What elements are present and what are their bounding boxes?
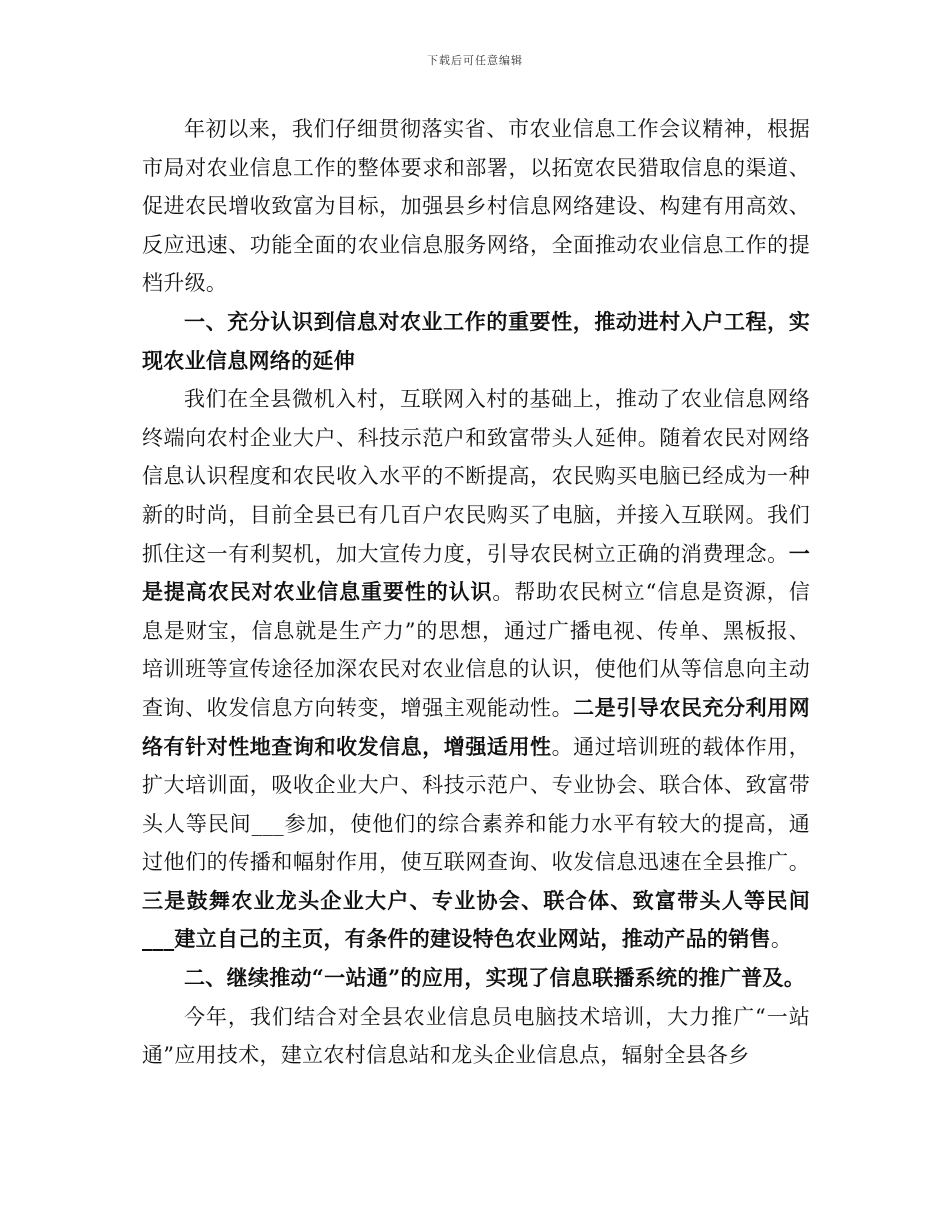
section-1-point-3: 三是鼓舞农业龙头企业大户、专业协会、联合体、致富带头人等民间___建立自己的主页，有条件的建设特色农业网站，推动产品的销售 — [142, 887, 810, 952]
section-1-text-c: 。帮助农民树立“信息是资源，信息是财宝，信息就是生产力”的思想，通过广播电视、传单、黑板报、培训班等宣传途径加深农民对农业信息的认识，使他们从等信息向主动查询、收发信息方向转变，增强主观能动性。 — [142, 580, 810, 720]
section-2-heading: 二、继续推动“一站通”的应用，实现了信息联播系统的推广普及。 — [184, 965, 806, 991]
section-1-point-1: 一是提高农民对农业信息重要性的认识 — [142, 540, 810, 605]
section-1-text-g: 。 — [770, 927, 793, 952]
section-1-heading: 一、充分认识到信息对农业工作的重要性，推动进村入户工程，实现农业信息网络的延伸 — [142, 308, 810, 373]
section-2-paragraph: 今年，我们结合对全县农业信息员电脑技术培训，大力推广“一站通”应用技术，建立农村信息站和龙头企业信息点，辐射全县各乡 — [142, 1004, 810, 1068]
page-header-note: 下载后可任意编辑 — [427, 54, 523, 67]
section-1-paragraph — [142, 380, 810, 959]
section-1-point-2: 二是引导农民充分利用网络有针对性地查询和收发信息，增强适用性 — [142, 694, 810, 759]
section-1-text-e: 。通过培训班的载体作用，扩大培训面，吸收企业大户、科技示范户、专业协会、联合体、致富带头人等民间___参加，使他们的综合素养和能力水平有较大的提高，通过他们的传播和幅射作用，使互联网查询、收发信息迅速在全县推广。 — [142, 734, 810, 875]
document-body — [142, 110, 810, 1075]
intro-paragraph: 年初以来，我们仔细贯彻落实省、市农业信息工作会议精神，根据市局对农业信息工作的整体要求和部署，以拓宽农民猎取信息的渠道、促进农民增收致富为目标，加强县乡村信息网络建设、构建有用高效、反应迅速、功能全面的农业信息服务网络，全面推动农业信息工作的提档升级。 — [142, 117, 810, 296]
section-1-text-a: 我们在全县微机入村，互联网入村的基础上，推动了农业信息网络终端向农村企业大户、科技示范户和致富带头人延伸。随着农民对网络信息认识程度和农民收入水平的不断提高，农民购买电脑已经成为一种新的时尚，目前全县已有几百户农民购买了电脑，并接入互联网。我们抓住这一有利契机，加大宣传力度，引导农民树立正确的消费理念。 — [142, 387, 810, 566]
